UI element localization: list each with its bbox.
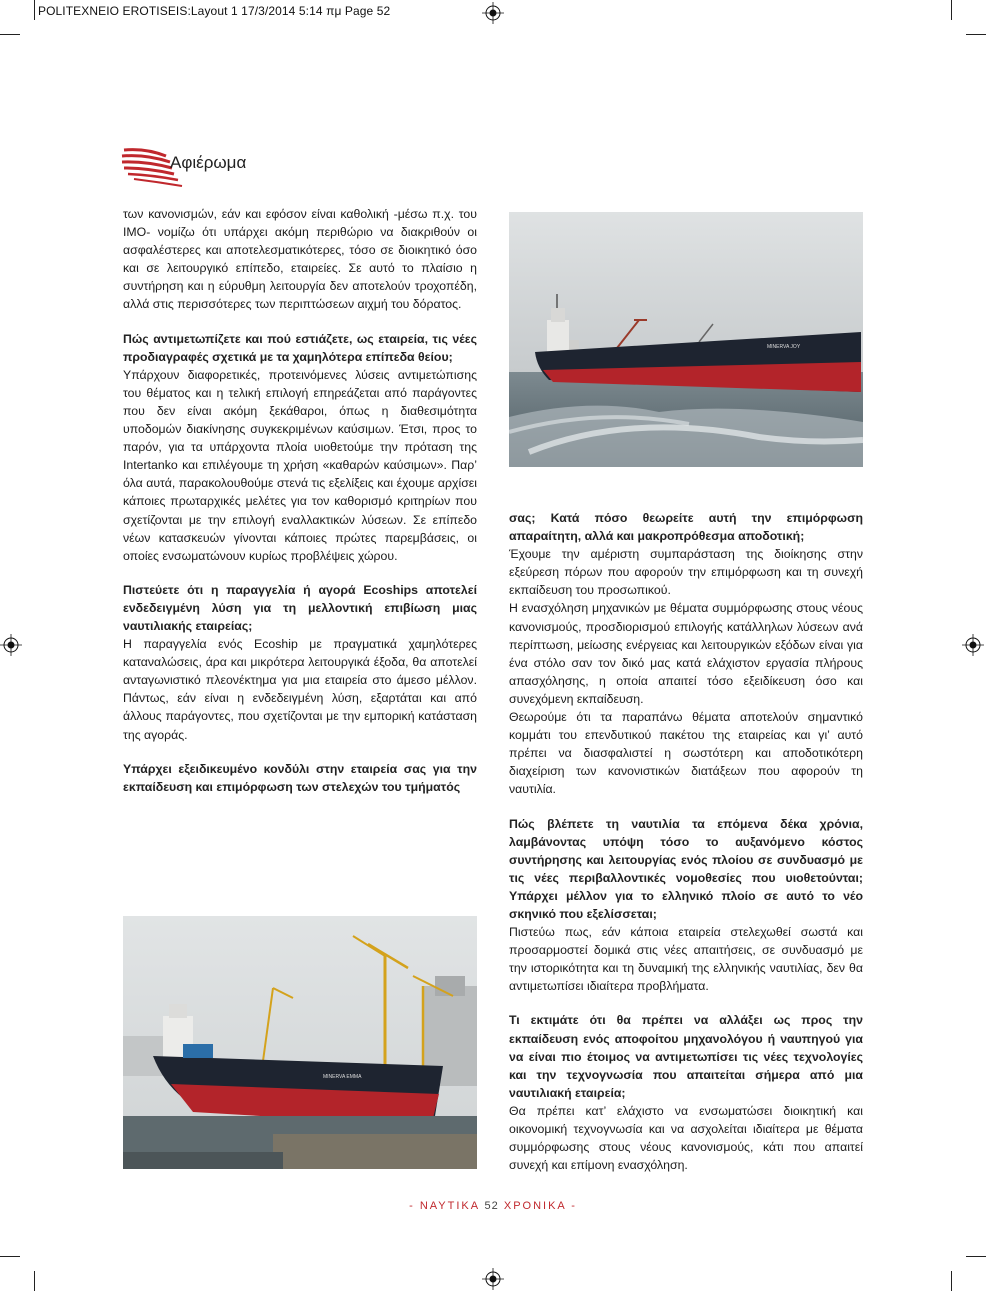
registration-mark-icon [482,1268,504,1290]
registration-mark-icon [482,2,504,24]
interview-question: Τι εκτιμάτε ότι θα πρέπει να αλλάξει ως προς την εκπαίδευση ενός αποφοίτου μηχανολόγου ή ναυπηγού για να είναι πιο έτοιμος να αντιμετωπίσει τις νέες τεχνολογίες και την τεχνογνωσία που απαιτείται σήμερα από μια ναυτιλιακή εταιρεία; [509,1013,863,1100]
footer-magazine-left: - ΝΑΥΤΙΚΑ [409,1200,480,1212]
interview-question: Πιστεύετε ότι η παραγγελία ή αγορά Ecoships αποτελεί ενδεδειγμένη λύση για τη μελλοντική επιβίωση μιας ναυτιλιακής εταιρείας; [123,582,477,633]
section-title: Αφιέρωμα [170,153,247,172]
crop-mark [966,34,986,35]
crop-mark [34,1271,35,1291]
ship-name-label: MINERVA EMMA [323,1074,362,1080]
paragraph: Υπάρχουν διαφορετικές, προτεινόμενες λύσεις αντιμετώπισης του θέματος και η τελική επιλογή επηρεάζεται από παράγοντες που δεν είναι ακόμη ξεκάθαροι, όπως η διαθεσιμότητα υποδομών διακίνησης συγκεκριμένων καύσιμων. Έτσι, προς το παρόν, για τα υπάρχοντα πλοία υιοθετούμε την πρόταση της Intertanko και επιλέγουμε τη χρήση «καθαρών καύσιμων». Παρ’ όλα αυτά, παρακολουθούμε στενά τις εξελίξεις και έχουμε αρχίσει κάποιες πρωταρχικές μελέτες για τον καθορισμό κριτηρίων που σχετίζονται με την επιλογή εναλλακτικών λύσεων. Σε επίπεδο νέων κατασκευών γίνονται κάποιες πρώτες παρεμβάσεις, οι οποίες ενσωματώνουν κυρίως προβλέψεις χώρου. [123,367,477,563]
print-slug: POLITEXNEIO EROTISEIS:Layout 1 17/3/2014 5:14 πμ Page 52 [38,4,391,18]
ship-photo-bottom [123,916,477,1169]
crop-mark [0,34,20,35]
interview-question: σας; Κατά πόσο θεωρείτε αυτή την επιμόρφωση απαραίτητη, αλλά και μακροπρόθεσμα αποδοτική; [509,511,863,544]
interview-question: Πώς αντιμετωπίζετε και πού εστιάζετε, ως εταιρεία, τις νέες προδιαγραφές σχετικά με τα χαμηλότερα επίπεδα θείου; [123,331,477,364]
ship-name-label: MINERVA JOY [767,344,801,350]
crop-mark [0,1256,20,1257]
crop-mark [34,0,35,20]
paragraph: Η παραγγελία ενός Ecoship με πραγματικά χαμηλότερες καταναλώσεις, άρα και μικρότερα λειτουργικά έξοδα, θα αποτελεί ανταγωνιστικό πλεονέκτημα για μια εταιρεία στο άμεσο μέλλον. Πάντως, εάν είναι η ενδεδειγμένη λύση, εξαρτάται και από άλλους παράγοντες, που σχετίζονται με την εμπορική κατάσταση της αγοράς. [123,637,477,742]
paragraph: των κανονισμών, εάν και εφόσον είναι καθολική -μέσω π.χ. του ΙΜΟ- νομίζω ότι υπάρχει ακόμη περιθώριο να διακριθούν οι ασφαλέστερες και αποτελεσματικότερες, τόσο σε διοικητικό όσο και σε λειτουργικό επίπεδο, εταιρείες. Σε αυτό το πλαίσιο η συντήρηση και η εύρυθμη λειτουργία δεν αποτελούν τροχοπέδη, αλλά στις περισσότερες των περιπτώσεων αιχμή του δόρατος. [123,207,477,312]
paragraph: Έχουμε την αμέριστη συμπαράσταση της διοίκησης στην εξεύρεση πόρων που αφορούν την επιμόρφωση και τη συνεχή εκπαίδευση του προσωπικού. [509,547,863,598]
page-number: 52 [484,1200,499,1212]
interview-question: Υπάρχει εξειδικευμένο κονδύλι στην εταιρεία σας για την εκπαίδευση και επιμόρφωση των στελεχών του τμήματός [123,761,477,794]
paragraph: Η ενασχόληση μηχανικών με θέματα συμμόρφωσης στους νέους κανονισμούς, προσδιορισμού επιλογής κατάλληλων λύσεων ανά περίπτωση, μείωσης ενέργειας και λειτουργικών εξόδων είναι για ένα στόλο σαν τον δικό μας κατά ελάχιστον εργασία πλήρους απασχόλησης, η οποία απαιτεί τόσο εξειδίκευση όσο και συνεχόμενη εκπαίδευση. [509,601,863,706]
right-column [509,509,863,1174]
crop-mark [951,0,952,20]
registration-mark-icon [962,634,984,656]
ship-photo-top [509,212,863,467]
crop-mark [951,1271,952,1291]
paragraph: Θεωρούμε ότι τα παραπάνω θέματα αποτελούν σημαντικό κομμάτι του επενδυτικού πακέτου της εταιρείας και γι’ αυτό πρέπει να διασφαλιστεί η σωστότερη και αποδοτικότερη διαχείριση των κανονιστικών διατάξεων που αφορούν τη ναυτιλία. [509,710,863,797]
interview-question: Πώς βλέπετε τη ναυτιλία τα επόμενα δέκα χρόνια, λαμβάνοντας υπόψη τόσο το αυξανόμενο κόστος συντήρησης και λειτουργίας ενός πλοίου σε συνδυασμό με τις νέες περιβαλλοντικές νομοθεσίες που υιοθετούνται; Υπάρχει μέλλον για το ελληνικό πλοίο σε αυτό το νέο σκηνικό που εξελίσσεται; [509,816,863,921]
crop-mark [966,1256,986,1257]
page-footer [0,1200,986,1212]
paragraph: Θα πρέπει κατ’ ελάχιστο να ενσωματώσει διοικητική και οικονομική τεχνογνωσία και να ασχολείται ιδιαίτερα με θέματα συμμόρφωσης στους νέους κανονισμούς, κάτι που απαιτεί συνεχή και επίμονη ενασχόληση. [509,1103,863,1173]
registration-mark-icon [0,634,22,656]
left-column [123,205,477,796]
paragraph: Πιστεύω πως, εάν κάποια εταιρεία στελεχωθεί σωστά και προσαρμοστεί δομικά στις νέες απαιτήσεις, σε συνδυασμό με την ιστορικότητα και τη δυναμική της ελληνικής ναυτιλίας, δεν θα αντιμετωπίσει ιδιαίτερα προβλήματα. [509,925,863,994]
section-header [120,146,320,190]
footer-magazine-right: ΧΡΟΝΙΚΑ - [503,1200,577,1212]
